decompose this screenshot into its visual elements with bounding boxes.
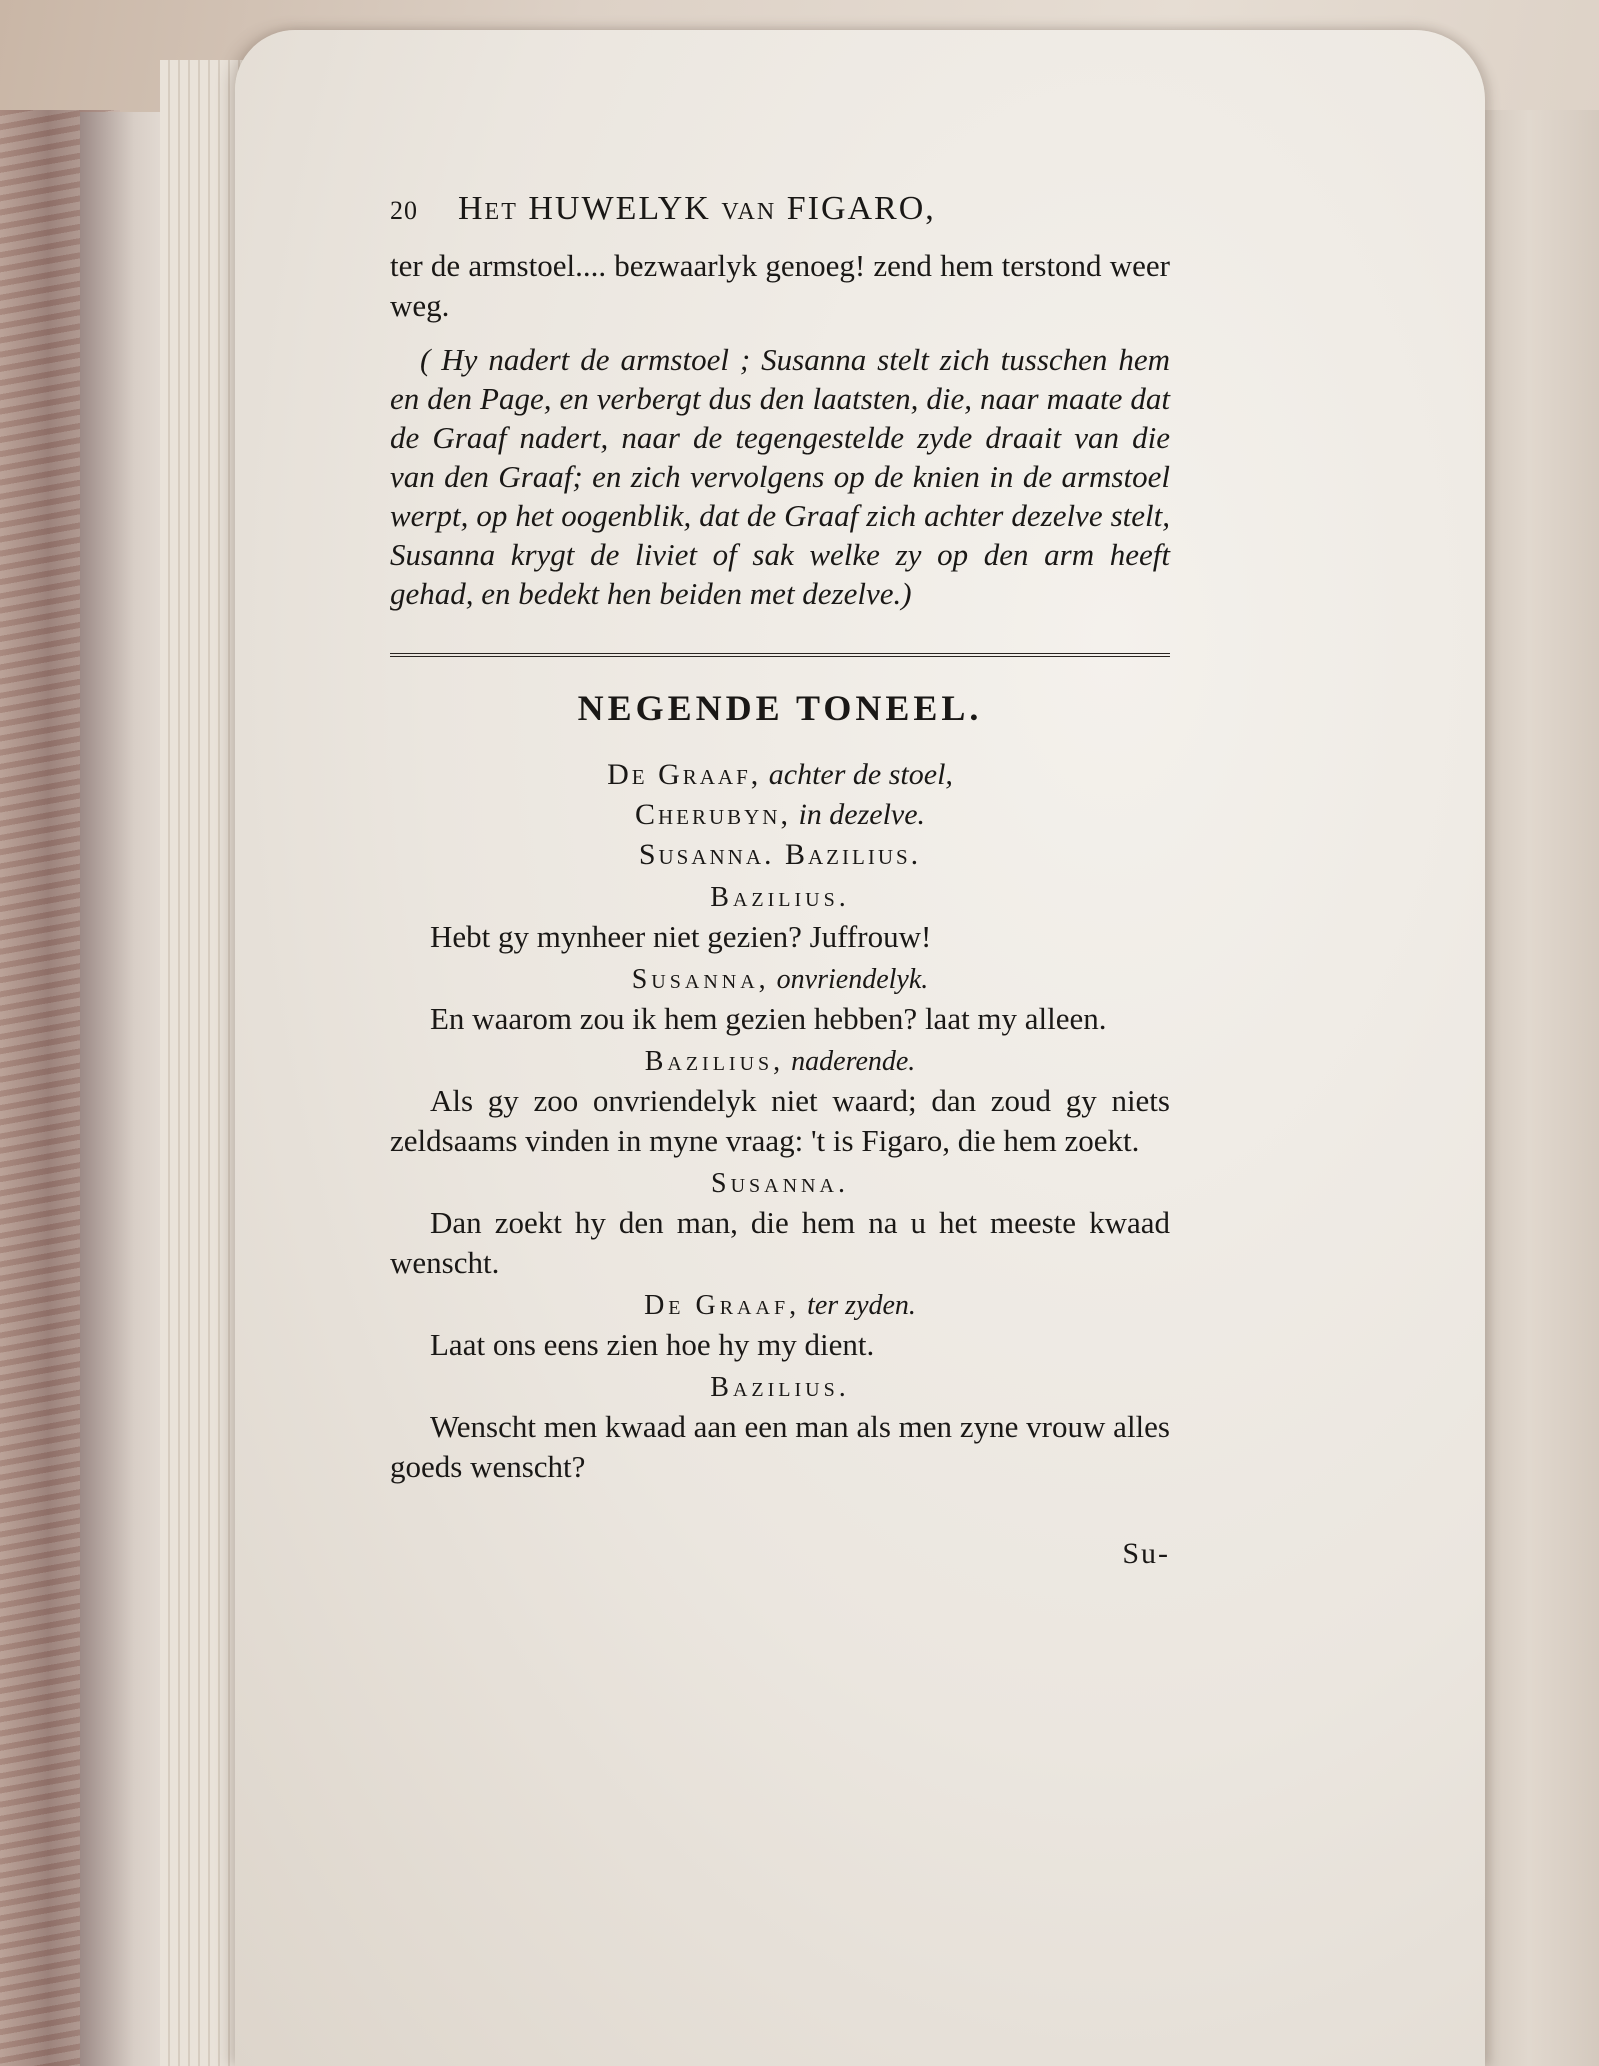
speaker-name: De Graaf, (644, 1290, 801, 1321)
running-head (390, 190, 1170, 228)
scene-title: NEGENDE TONEEL. (577, 688, 983, 728)
speaker-name: Susanna, (631, 964, 770, 995)
speaker-label (390, 1287, 1170, 1325)
speech-text: Laat ons eens zien hoe hy my dient. (430, 1327, 875, 1362)
speech-text: Als gy zoo onvriendelyk niet waard; dan zoud gy niets zeldsaams vinden in myne vraag: 't is Figaro, die hem zoekt. (390, 1083, 1170, 1158)
speaker-label (390, 961, 1170, 999)
cast-name: De Graaf, (607, 758, 762, 791)
cast-line (390, 835, 1170, 875)
speech-text: Wenscht men kwaad aan een man als men zyne vrouw alles goeds wenscht? (390, 1409, 1170, 1484)
speaker-name: Bazilius, (644, 1046, 785, 1077)
speaker-label (390, 879, 1170, 917)
speaker-name: Bazilius. (710, 1372, 850, 1403)
speaker-direction: onvriendelyk. (776, 964, 929, 995)
cast-line (390, 755, 1170, 795)
speech-text: Hebt gy mynheer niet gezien? Juffrouw! (430, 919, 932, 954)
stage-direction: ( Hy nadert de armstoel ; Susanna stelt zich tusschen hem en den Page, en verbergt dus den laatsten, die, naar maate dat de Graaf nadert, naar de tegengestelde zyde draait van die van den Graaf; en zich vervolgens op de knien in de armstoel werpt, op het oogenblik, dat de Graaf zich achter dezelve stelt, Susanna krygt de liviet of sak welke zy op den arm heeft gehad, en bedekt hen beiden met dezelve.) (390, 342, 1170, 611)
cast-direction: in dezelve. (798, 798, 926, 831)
page-number: 20 (390, 196, 418, 225)
cast-direction: achter de stoel, (768, 758, 953, 791)
speaker-direction: naderende. (791, 1046, 916, 1077)
cast-name: Cherubyn, (634, 798, 791, 831)
catchword: Su- (1122, 1537, 1170, 1570)
speaker-label (390, 1165, 1170, 1203)
speech-text: Dan zoekt hy den man, die hem na u het meeste kwaad wenscht. (390, 1205, 1170, 1280)
speech-text: En waarom zou ik hem gezien hebben? laat my alleen. (430, 1001, 1107, 1036)
opening-text: ter de armstoel.... bezwaarlyk genoeg! zend hem terstond weer weg. (390, 248, 1170, 323)
cast-name: Susanna. Bazilius. (638, 838, 922, 871)
speaker-label (390, 1043, 1170, 1081)
speaker-direction: ter zyden. (807, 1290, 916, 1321)
speaker-label (390, 1369, 1170, 1407)
section-rule (390, 653, 1170, 657)
running-title: Het HUWELYK van FIGARO, (458, 190, 936, 227)
page-text-block (390, 190, 1170, 1571)
cast-line (390, 795, 1170, 835)
speaker-name: Susanna. (711, 1168, 849, 1199)
speaker-name: Bazilius. (710, 882, 850, 913)
